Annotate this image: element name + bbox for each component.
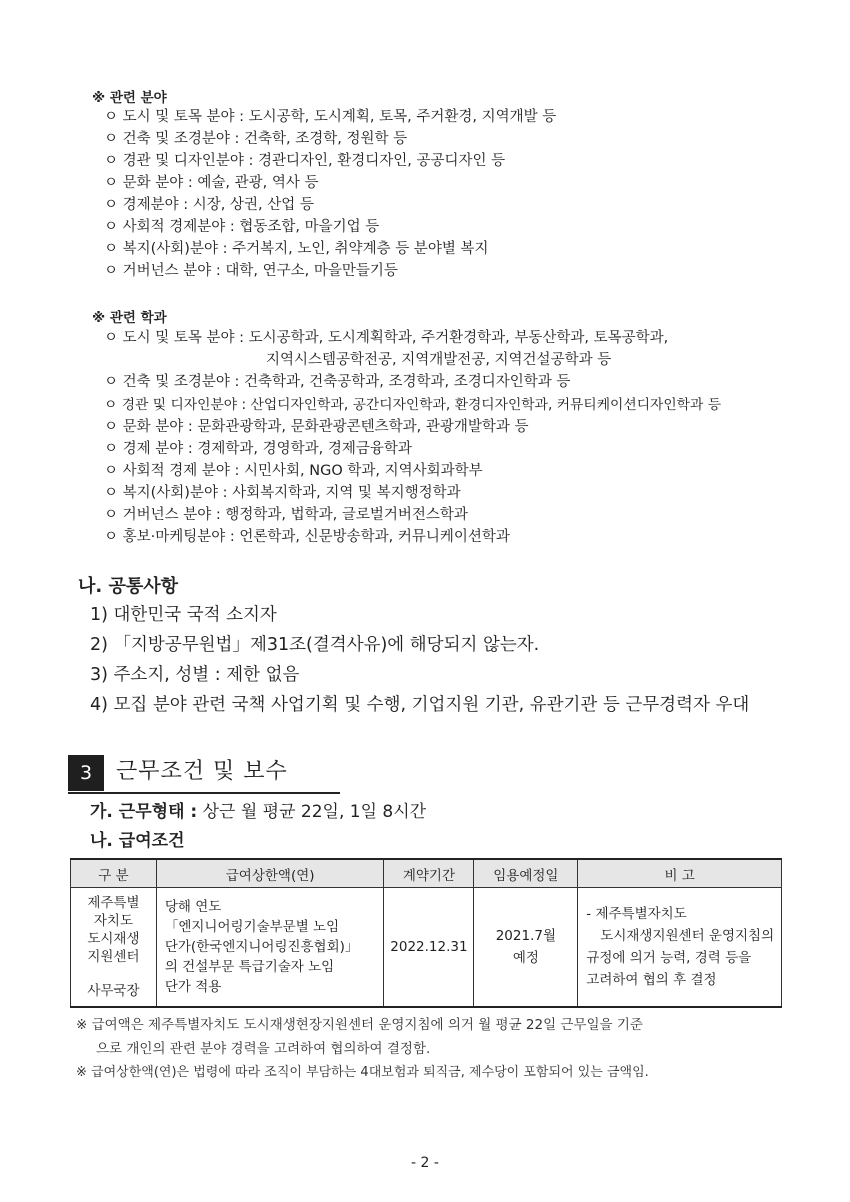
work-type-line xyxy=(90,799,426,825)
list-item: ㅇ 문화 분야 : 문화관광학과, 문화관광콘텐츠학과, 관광개발학과 등 xyxy=(104,419,529,435)
remark-line: - 제주특별자치도 xyxy=(586,906,687,922)
list-item: 1) 대한민국 국적 소지자 xyxy=(90,605,277,625)
list-item: 지역시스템공학전공, 지역개발전공, 지역건설공학과 등 xyxy=(266,352,612,368)
list-item: ㅇ 거버넌스 분야 : 대학, 연구소, 마을만들기등 xyxy=(104,263,398,279)
list-item: ㅇ 건축 및 조경분야 : 건축학과, 건축공학과, 조경학과, 조경디자인학과 등 xyxy=(104,374,571,390)
list-item: ㅇ 홍보·마케팅분야 : 언론학과, 신문방송학과, 커뮤니케이션학과 xyxy=(104,529,510,545)
list-item: 3) 주소지, 성별 : 제한 없음 xyxy=(90,665,300,685)
list-item: 4) 모집 분야 관련 국책 사업기획 및 수행, 기업지원 기관, 유관기관 등 근무경력자 우대 xyxy=(90,695,750,715)
list-item: ㅇ 도시 및 토목 분야 : 도시공학과, 도시계획학과, 주거환경학과, 부동산학과, 토목공학과, xyxy=(104,330,669,346)
header-category: 구 분 xyxy=(71,859,157,888)
salary-line: 단가 적용 xyxy=(164,979,222,995)
section-number: 3 xyxy=(68,755,104,791)
section-title: 근무조건 및 보수 xyxy=(116,759,288,784)
pay-heading: 나. 급여조건 xyxy=(90,831,185,851)
majors-heading: ※ 관련 학과 xyxy=(92,310,167,326)
salary-cap-note: ※ 급여상한액(연)은 법령에 따라 조직이 부담하는 4대보험과 퇴직금, 제수당이 포함되어 있는 금액임. xyxy=(76,1065,649,1080)
salary-note-continued: 으로 개인의 관련 분야 경력을 고려하여 협의하여 결정함. xyxy=(96,1041,431,1057)
org-line: 지원센터 xyxy=(87,949,140,965)
table-header-row xyxy=(71,859,782,888)
salary-note: ※ 급여액은 제주특별자치도 도시재생현장지원센터 운영지침에 의거 월 평균 22일 근무일을 기준 xyxy=(76,1017,643,1033)
list-item: ㅇ 건축 및 조경분야 : 건축학, 조경학, 정원학 등 xyxy=(104,131,408,147)
header-period: 계약기간 xyxy=(384,859,474,888)
work-type-value: 상근 월 평균 22일, 1일 8시간 xyxy=(197,802,427,822)
start-line: 예정 xyxy=(512,950,539,966)
list-item: ㅇ 거버넌스 분야 : 행정학과, 법학과, 글로벌거버전스학과 xyxy=(104,507,468,523)
list-item: ㅇ 복지(사회)분야 : 사회복지학과, 지역 및 복지행정학과 xyxy=(104,485,461,501)
salary-line: 의 건설부문 특급기술자 노임 xyxy=(164,959,335,975)
start-line: 2021.7월 xyxy=(495,928,556,944)
list-item: ㅇ 경제 분야 : 경제학과, 경영학과, 경제금융학과 xyxy=(104,441,412,457)
list-item: ㅇ 경제분야 : 시장, 상권, 산업 등 xyxy=(104,197,314,213)
remark-line: 규정에 의거 능력, 경력 등을 xyxy=(586,950,752,966)
org-line: 제주특별 xyxy=(87,895,140,911)
list-item: ㅇ 사회적 경제 분야 : 시민사회, NGO 학과, 지역사회과학부 xyxy=(104,463,483,479)
pay-table xyxy=(70,858,782,1008)
org-line: 도시재생 xyxy=(87,931,140,947)
common-heading: 나. 공통사항 xyxy=(78,576,179,597)
salary-line: 당해 연도 xyxy=(164,899,222,915)
cell-remarks xyxy=(578,888,782,1008)
org-line: 자치도 xyxy=(93,913,133,929)
list-item: ㅇ 경관 및 디자인분야 : 경관디자인, 환경디자인, 공공디자인 등 xyxy=(104,153,506,169)
section-underline xyxy=(68,792,340,794)
header-remarks: 비 고 xyxy=(578,859,782,888)
list-item: 2) 「지방공무원법」제31조(결격사유)에 해당되지 않는자. xyxy=(90,635,540,655)
work-type-label: 가. 근무형태 : xyxy=(90,802,198,822)
position: 사무국장 xyxy=(87,983,140,999)
salary-line: 단가(한국엔지니어링진흥협회)」 xyxy=(164,939,359,955)
list-item: ㅇ 문화 분야 : 예술, 관광, 역사 등 xyxy=(104,175,319,191)
remark-line: 도시재생지원센터 운영지침의 xyxy=(600,928,775,944)
page-number: - 2 - xyxy=(411,1155,439,1171)
cell-period: 2022.12.31 xyxy=(384,888,474,1008)
list-item: ㅇ 도시 및 토목 분야 : 도시공학, 도시계획, 토목, 주거환경, 지역개발 등 xyxy=(104,109,557,125)
header-salary: 급여상한액(연) xyxy=(156,859,384,888)
table-row xyxy=(71,888,782,1008)
list-item: ㅇ 사회적 경제분야 : 협동조합, 마을기업 등 xyxy=(104,219,380,235)
list-item: ㅇ 복지(사회)분야 : 주거복지, 노인, 취약계층 등 분야별 복지 xyxy=(104,241,489,257)
salary-line: 「엔지니어링기술부문별 노임 xyxy=(164,919,340,935)
remark-line: 고려하여 협의 후 결정 xyxy=(586,972,717,988)
cell-salary xyxy=(156,888,384,1008)
list-item: ㅇ 경관 및 디자인분야 : 산업디자인학과, 공간디자인학과, 환경디자인학과, 커뮤티케이션디자인학과 등 xyxy=(104,397,722,413)
header-start-date: 임용예정일 xyxy=(474,859,578,888)
cell-org xyxy=(71,888,157,1008)
fields-heading: ※ 관련 분야 xyxy=(92,90,167,106)
cell-start-date xyxy=(474,888,578,1008)
